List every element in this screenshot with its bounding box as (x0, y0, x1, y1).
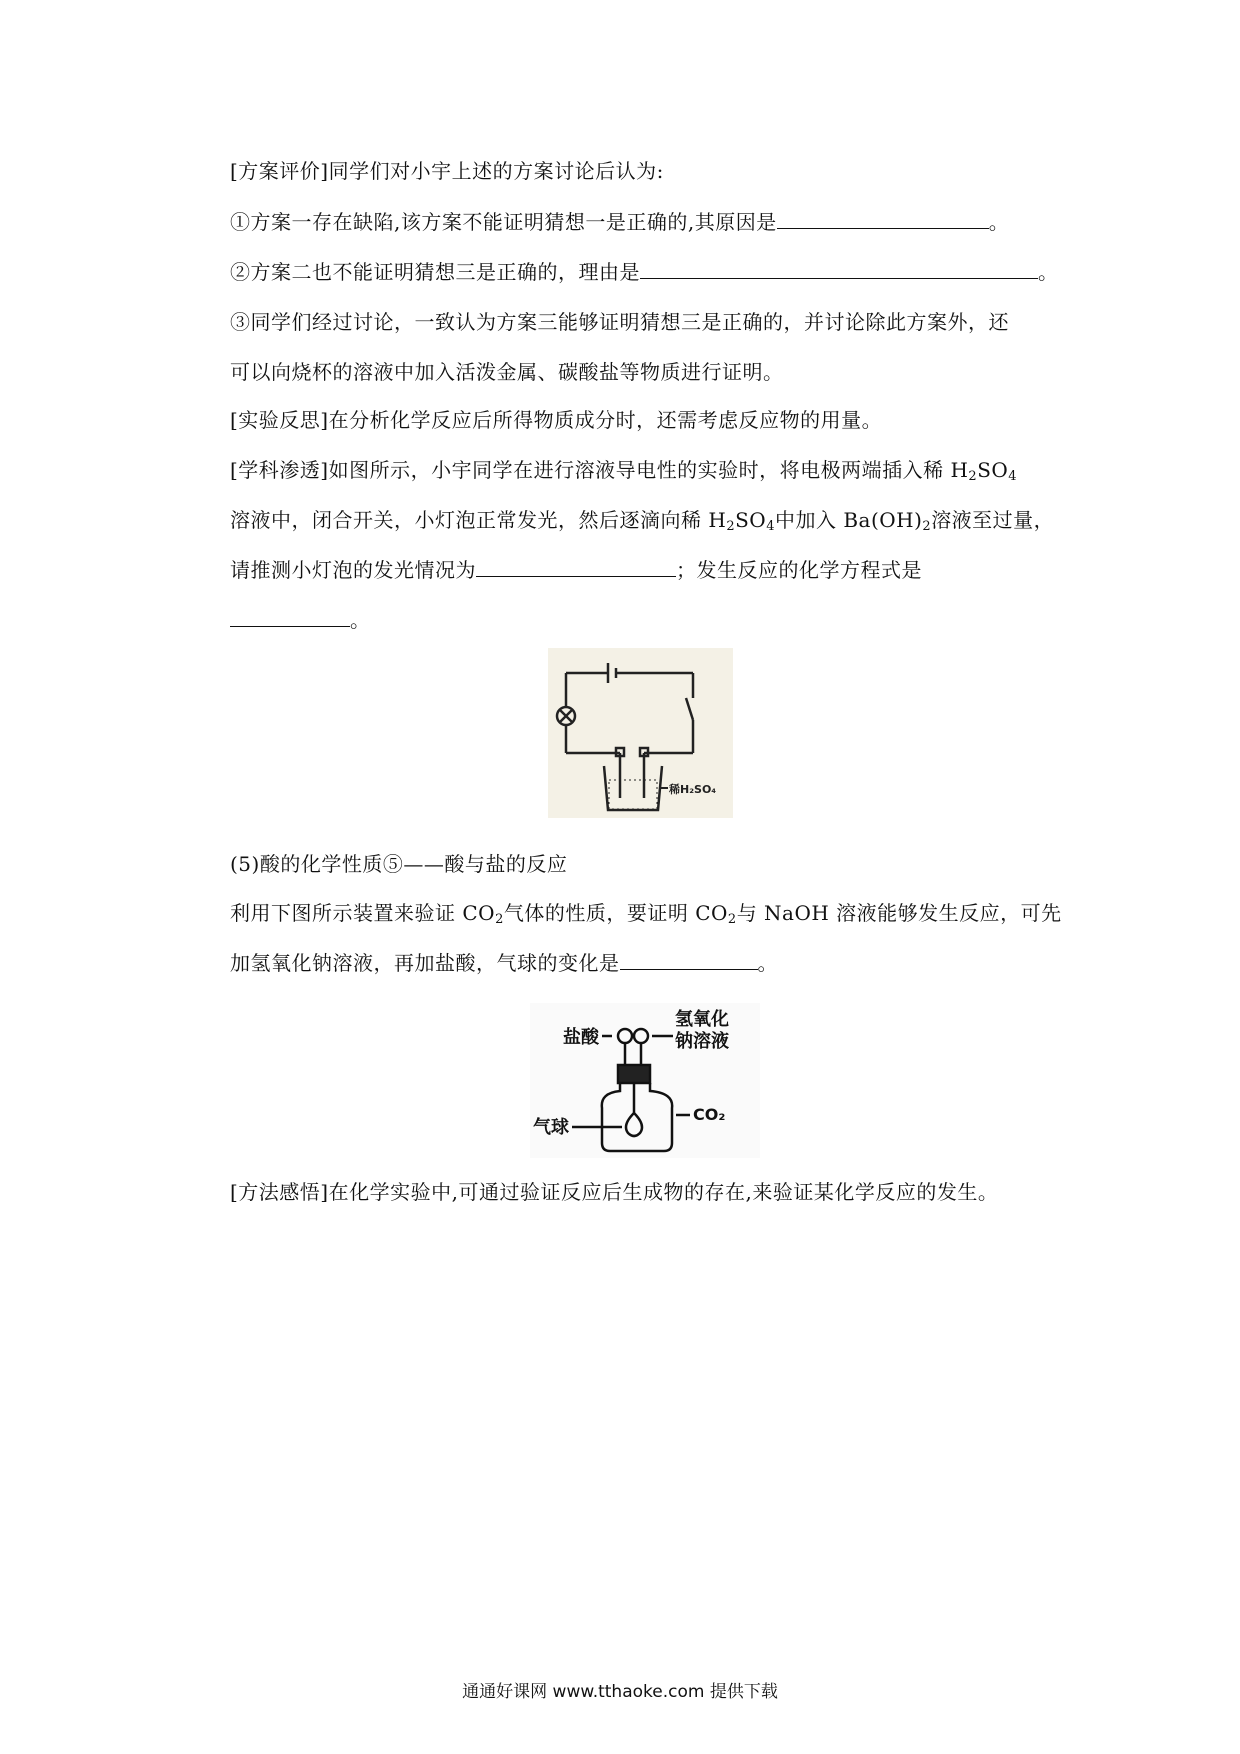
crossover-line-2-c: 中加入 Ba(OH) (774, 508, 923, 532)
evaluation-point-2 (230, 258, 1059, 286)
answer-blank-5[interactable] (620, 949, 758, 970)
crossover-line-1-a: [学科渗透]如图所示，小宇同学在进行溶液导电性的实验时，将电极两端插入稀 H (230, 458, 969, 482)
crossover-line-4 (230, 606, 371, 634)
method-text: [方法感悟]在化学实验中,可通过验证反应后生成物的存在,来验证某化学反应的发生。 (230, 1180, 999, 1204)
point-1-text: ①方案一存在缺陷,该方案不能证明猜想一是正确的,其原因是 (230, 210, 777, 234)
answer-blank-4[interactable] (230, 606, 350, 627)
label-co2: CO₂ (693, 1105, 726, 1124)
acid-salt-line-2-end: 。 (757, 951, 778, 975)
crossover-line-1-b: SO (977, 458, 1009, 482)
crossover-line-4-end: 。 (350, 608, 371, 632)
crossover-line-1 (230, 456, 1017, 491)
evaluation-point-1 (230, 208, 1009, 236)
crossover-line-2-d: 溶液至过量， (931, 508, 1055, 532)
evaluation-point-3-line-1: ③同学们经过讨论，一致认为方案三能够证明猜想三是正确的，并讨论除此方案外，还 (230, 310, 1009, 334)
subscript: 2 (727, 912, 737, 927)
evaluation-heading: [方案评价]同学们对小宇上述的方案讨论后认为: (230, 159, 664, 183)
label-hydrochloric-acid: 盐酸 (563, 1027, 599, 1048)
acid-salt-line-1-c: 与 NaOH 溶液能够发生反应，可先 (736, 901, 1062, 925)
label-balloon: 气球 (533, 1117, 569, 1138)
acid-salt-line-1 (230, 899, 1062, 934)
answer-blank-1[interactable] (777, 208, 989, 229)
figure-label-h2so4: 稀H₂SO₄ (669, 783, 717, 796)
crossover-line-3 (230, 556, 922, 584)
subscript: 4 (766, 519, 775, 534)
point-1-end: 。 (988, 210, 1010, 234)
acid-salt-line-2-a: 加氢氧化钠溶液，再加盐酸，气球的变化是 (230, 951, 620, 975)
label-naoh-1: 氢氧化 (675, 1009, 729, 1030)
subscript: 2 (726, 519, 736, 534)
reflection-text: [实验反思]在分析化学反应后所得物质成分时，还需考虑反应物的用量。 (230, 408, 883, 432)
subscript: 4 (1008, 469, 1018, 484)
crossover-line-3-b: ；发生反应的化学方程式是 (676, 558, 922, 582)
answer-blank-2[interactable] (640, 258, 1038, 279)
crossover-line-2 (230, 506, 1054, 541)
crossover-line-2-a: 溶液中，闭合开关，小灯泡正常发光，然后逐滴向稀 H (230, 508, 727, 532)
evaluation-point-3-line-2: 可以向烧杯的溶液中加入活泼金属、碳酸盐等物质进行证明。 (230, 360, 784, 384)
point-2-end: 。 (1038, 260, 1059, 284)
answer-blank-3[interactable] (476, 556, 676, 577)
label-naoh-2: 钠溶液 (675, 1031, 729, 1052)
subscript: 2 (495, 912, 504, 927)
acid-salt-line-2 (230, 949, 778, 977)
point-2-text: ②方案二也不能证明猜想三是正确的，理由是 (230, 260, 640, 284)
crossover-line-3-a: 请推测小灯泡的发光情况为 (230, 558, 476, 582)
crossover-line-2-b: SO (735, 508, 767, 532)
circuit-diagram (548, 648, 733, 818)
footer-text: 通通好课网 www.tthaoke.com 提供下载 (462, 1682, 778, 1702)
acid-salt-line-1-b: 气体的性质，要证明 CO (503, 901, 728, 925)
acid-salt-line-1-a: 利用下图所示装置来验证 CO (230, 901, 496, 925)
flask-diagram (530, 1003, 760, 1158)
subscript: 2 (922, 519, 932, 534)
acid-salt-heading: (5)酸的化学性质⑤——酸与盐的反应 (230, 852, 568, 876)
subscript: 2 (968, 469, 978, 484)
